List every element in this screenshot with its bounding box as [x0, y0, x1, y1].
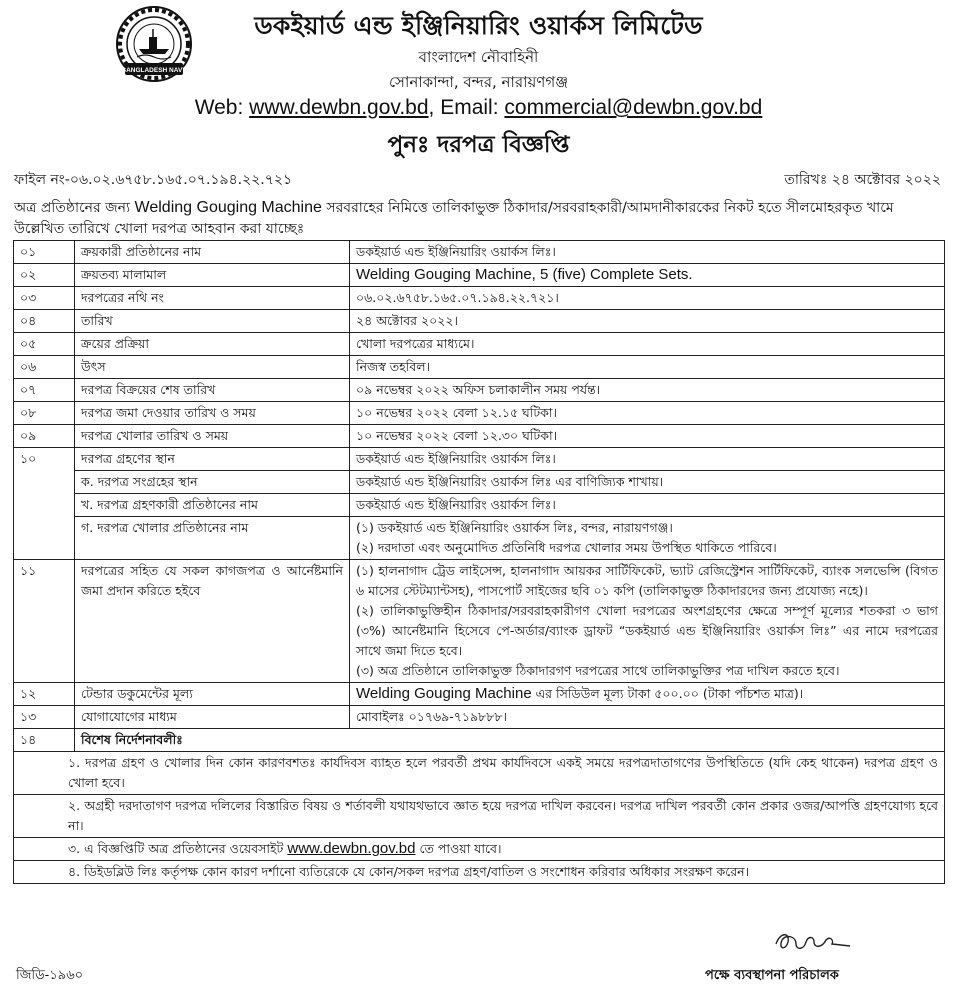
table-row: ০৮ দরপত্র জমা দেওয়ার তারিখ ও সময় ১০ নভেম্বর ২০২২ বেলা ১২.১৫ ঘটিকা।: [14, 402, 945, 425]
organization-name: বাংলাদেশ নৌবাহিনী: [418, 48, 539, 66]
table-row: ০৬ উৎস নিজস্ব তহবিল।: [14, 356, 945, 379]
schedule-item: Welding Gouging Machine: [356, 685, 532, 702]
table-row: ০২ ক্রয়তব্য মালামাল Welding Gouging Machine, 5 (five) Complete Sets.: [14, 264, 945, 287]
table-row: ক. দরপত্র সংগ্রহের স্থান ডকইয়ার্ড এন্ড ইঞ্জিনিয়ারিং ওয়ার্কস লিঃ এর বাণিজ্যিক শাখায়।: [14, 471, 945, 494]
table-row: ০৯ দরপত্র খোলার তারিখ ও সময় ১০ নভেম্বর ২০২২ বেলা ১২.৩০ ঘটিকা।: [14, 425, 945, 448]
intro-text-1: অত্র প্রতিষ্ঠানের জন্য: [14, 200, 135, 216]
tender-details-table: [13, 240, 945, 884]
opening-place-2: (২) দরদাতা এবং অনুমোদিত প্রতিনিধি দরপত্র খোলার সময় উপস্থিত থাকিতে পারিবে।: [356, 540, 777, 555]
table-row: ০৩ দরপত্রের নথি নং ০৬.০২.৬৭৫৮.১৬৫.০৭.১৯৪.২২.৭২১।: [14, 287, 945, 310]
email-link[interactable]: commercial@dewbn.gov.bd: [504, 96, 763, 119]
gd-number: জিডি-১৯৬০: [16, 968, 84, 983]
table-row: ০১ ক্রয়কারী প্রতিষ্ঠানের নাম ডকইয়ার্ড এন্ড ইঞ্জিনিয়ারিং ওয়ার্কস লিঃ।: [14, 241, 945, 264]
intro-item-name: Welding Gouging Machine: [134, 199, 322, 216]
table-row: গ. দরপত্র খোলার প্রতিষ্ঠানের নাম (১) ডকইয়ার্ড এন্ড ইঞ্জিনিয়ারিং ওয়ার্কস লিঃ, বন্দর, নারায়ণগঞ্জ। (২) দরদাতা এবং অনুমোদিত প্রতিনিধি দরপত্র খোলার সময় উপস্থিত থাকিতে পারিবে।: [14, 517, 945, 560]
special-instructions-heading: বিশেষ নির্দেশনাবলীঃ: [75, 729, 945, 752]
notice-date: তারিখঃ ২৪ অক্টোবর ২০২২: [784, 172, 941, 188]
table-row: খ. দরপত্র গ্রহণকারী প্রতিষ্ঠানের নাম ডকইয়ার্ড এন্ড ইঞ্জিনিয়ারিং ওয়ার্কস লিঃ।: [14, 494, 945, 517]
table-row: ১৪ বিশেষ নির্দেশনাবলীঃ: [14, 729, 945, 752]
website-link[interactable]: www.dewbn.gov.bd: [249, 96, 429, 119]
instruction-3: ৩. এ বিজ্ঞপ্তিটি অত্র প্রতিষ্ঠানের ওয়েবসাইট www.dewbn.gov.bd তে পাওয়া যাবে।: [14, 838, 945, 861]
contact-line: [0, 96, 957, 120]
email-label: , Email:: [428, 96, 505, 119]
table-row: [14, 752, 945, 795]
schedule-price: এর সিডিউল মূল্য টাকা ৫০০.০০ (টাকা পাঁচশত মাত্র)।: [531, 686, 804, 701]
doc-requirement-1: (১) হালনাগাদ ট্রেড লাইসেন্স, হালনাগাদ আয়কর সার্টিফিকেট, ভ্যাট রেজিস্ট্রেশন সার্টিফিকেট, ব্যাংক সলভেন্সি (বিগত ৬ মাসের স্টেটম্যান্টসহ), পাসপোর্ট সাইজের ছবি ০১ কপি (তালিকাভুক্ত ঠিকাদারদের জন্য প্রযোজ্য নহে)।: [356, 563, 938, 598]
notice-title: পুনঃ দরপত্র বিজ্ঞপ্তি: [387, 132, 570, 158]
doc-requirement-2: (২) তালিকাভুক্তিহীন ঠিকাদার/সরবরাহকারীগণ খোলা দরপত্রের অংশগ্রহণের ক্ষেত্রে সম্পূর্ণ মূল্যের শতকরা ৩ ভাগ (৩%) আর্নেষ্টমানি হিসেবে পে-অর্ডার/ব্যাংক ড্রাফট “ডকইয়ার্ড এন্ড ইঞ্জিনিয়ারিং ওয়ার্কস লিঃ” এর নামে দরপত্রের সাথে জমা দিতে হবে।: [356, 603, 938, 658]
table-row: ০৪ তারিখ ২৪ অক্টোবর ২০২২।: [14, 310, 945, 333]
file-number: ফাইল নং-০৬.০২.৬৭৫৮.১৬৫.০৭.১৯৪.২২.৭২১: [14, 172, 293, 188]
table-row: [14, 838, 945, 861]
web-label: Web:: [194, 96, 250, 119]
svg-text:BANGLADESH NAVY: BANGLADESH NAVY: [121, 67, 187, 74]
table-row: ০৫ ক্রয়ের প্রক্রিয়া খোলা দরপত্রের মাধ্যমে।: [14, 333, 945, 356]
table-row: ১০ দরপত্র গ্রহণের স্থান ডকইয়ার্ড এন্ড ইঞ্জিনিয়ারিং ওয়ার্কস লিঃ।: [14, 448, 945, 471]
opening-place-1: (১) ডকইয়ার্ড এন্ড ইঞ্জিনিয়ারিং ওয়ার্কস লিঃ, বন্দর, নারায়ণগঞ্জ।: [356, 520, 673, 535]
company-address: সোনাকান্দা, বন্দর, নারায়ণগঞ্জ: [388, 73, 569, 91]
table-row: [14, 795, 945, 838]
instruction-2: ২. অগ্রহী দরদাতাগণ দরপত্র দলিলের বিস্তারিত বিষয় ও শর্তাবলী যথাযথভাবে জ্ঞাত হয়ে দরপত্র দাখিল করবেন। দরপত্র দাখিল পরবর্তী কোন প্রকার ওজর/আপত্তি গ্রহণযোগ্য হবে না।: [14, 795, 945, 838]
table-row: ১৩ যোগাযোগের মাধ্যম মোবাইলঃ ০১৭৬৯-৭১৯৮৮৮।: [14, 706, 945, 729]
instruction-1: ১. দরপত্র গ্রহণ ও খোলার দিন কোন কারণবশতঃ কার্যদিবস ব্যাহত হলে পরবর্তী প্রথম কার্যদিবসে একই সময়ে দরপত্রদাতাগণের উপস্থিতিতে (যদি কেহ থাকেন) দরপত্র গ্রহণ ও খোলা হবে।: [14, 752, 945, 795]
instruction-website[interactable]: www.dewbn.gov.bd: [287, 840, 416, 857]
signature-mark: [770, 928, 860, 956]
intro-text-2: সরবরাহের নিমিত্তে তালিকাভুক্ত ঠিকাদার/সরবরাহকারী/আমদানীকারকের নিকট হতে সীলমোহরকৃত খামে উল্লেখিত তারিখে খোলা দরপত্র আহবান করা যাচ্ছেঃ: [14, 200, 894, 237]
signatory-title: পক্ষে ব্যবস্থাপনা পরিচালক: [705, 968, 839, 983]
instruction-4: ৪. ডিইডব্লিউ লিঃ কর্তৃপক্ষ কোন কারণ দর্শানো ব্যতিরেকে যে কোন/সকল দরপত্র গ্রহণ/বাতিল ও সংশোধন করিবার অধিকার সংরক্ষণ করেন।: [14, 861, 945, 884]
table-row: [14, 861, 945, 884]
intro-paragraph: [14, 197, 942, 240]
company-title: ডকইয়ার্ড এন্ড ইঞ্জিনিয়ারিং ওয়ার্কস লিমিটেড: [254, 11, 703, 40]
table-row: ০৭ দরপত্র বিক্রয়ের শেষ তারিখ ০৯ নভেম্বর ২০২২ অফিস চলাকালীন সময় পর্যন্ত।: [14, 379, 945, 402]
doc-requirement-3: (৩) অত্র প্রতিষ্ঠানে তালিকাভুক্ত ঠিকাদারগণ দরপত্রের সাথে তালিকাভুক্তির পত্র দাখিল করতে হবে।: [356, 663, 840, 678]
table-row: ১১ দরপত্রের সহিত যে সকল কাগজপত্র ও আর্নেষ্টমানি জমা প্রদান করিতে হইবে (১) হালনাগাদ ট্রেড লাইসেন্স, হালনাগাদ আয়কর সার্টিফিকেট, ভ্যাট রেজিস্ট্রেশন সার্টিফিকেট, ব্যাংক সলভেন্সি (বিগত ৬ মাসের স্টেটম্যান্টসহ), পাসপোর্ট সাইজের ছবি ০১ কপি (তালিকাভুক্ত ঠিকাদারদের জন্য প্রযোজ্য নহে)। (২) তালিকাভুক্তিহীন ঠিকাদার/সরবরাহকারীগণ খোলা দরপত্রের অংশগ্রহণের ক্ষেত্রে সম্পূর্ণ মূল্যের শতকরা ৩ ভাগ (৩%) আর্নেষ্টমানি হিসেবে পে-অর্ডার/ব্যাংক ড্রাফট “ডকইয়ার্ড এন্ড ইঞ্জিনিয়ারিং ওয়ার্কস লিঃ” এর নামে দরপত্রের সাথে জমা দিতে হবে। (৩) অত্র প্রতিষ্ঠানে তালিকাভুক্ত ঠিকাদারগণ দরপত্রের সাথে তালিকাভুক্তির পত্র দাখিল করতে হবে।: [14, 560, 945, 683]
table-row: ১২ টেন্ডার ডকুমেন্টের মূল্য Welding Gouging Machine এর সিডিউল মূল্য টাকা ৫০০.০০ (টাকা পাঁচশত মাত্র)।: [14, 683, 945, 706]
